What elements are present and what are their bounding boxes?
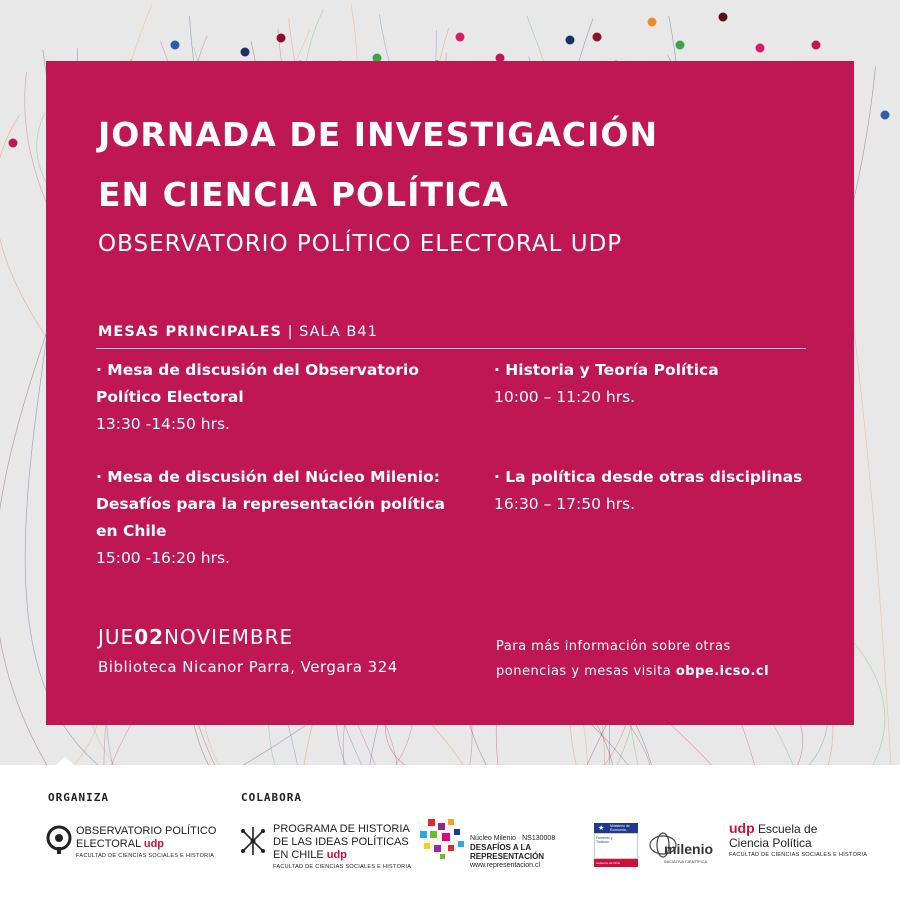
mesa-time: 13:30 -14:50 hrs.	[96, 415, 230, 433]
info-url-link[interactable]: obpe.icso.cl	[675, 664, 770, 679]
network-dot	[566, 36, 575, 45]
escuela-faculty: FACULTAD DE CIENCIAS SOCIALES E HISTORIA	[729, 852, 868, 858]
observatorio-line-2-text: ELECTORAL	[76, 838, 144, 850]
event-subtitle: OBSERVATORIO POLÍTICO ELECTORAL UDP	[98, 231, 623, 257]
more-info-prefix: ponencias y mesas visita	[496, 664, 676, 679]
ministerio-text	[610, 824, 638, 832]
observatorio-udp: udp	[143, 838, 165, 850]
mesa-item	[494, 464, 802, 518]
event-title-line-1: JORNADA DE INVESTIGACIÓN	[98, 115, 659, 154]
ministerio-line-4: Turismo	[596, 840, 609, 844]
network-arrows-icon	[239, 825, 267, 857]
network-dot	[277, 34, 286, 43]
observatorio-faculty: FACULTAD DE CIENCIAS SOCIALES E HISTORIA	[76, 853, 215, 859]
ministerio-text-2	[596, 836, 636, 844]
ministerio-economia-logo[interactable]	[594, 823, 638, 867]
footer	[0, 765, 900, 900]
mesa-item	[96, 357, 419, 438]
event-title	[98, 105, 658, 225]
escuela-line-1-text: Escuela de	[754, 822, 818, 836]
network-dot	[756, 44, 765, 53]
network-dot	[9, 139, 18, 148]
more-info-line-2	[496, 659, 816, 684]
mesas-header-label: MESAS PRINCIPALES	[98, 324, 282, 340]
mesa-item	[494, 357, 719, 411]
colabora-label: COLABORA	[241, 791, 302, 804]
escuela-line-2: Ciencia Política	[729, 836, 812, 850]
gobierno-text: Gobierno de Chile	[596, 861, 621, 865]
network-dot	[648, 18, 657, 27]
network-dot	[241, 48, 250, 57]
event-venue: Biblioteca Nicanor Parra, Vergara 324	[98, 658, 398, 676]
mesa-name-line: · Mesa de discusión del Observatorio	[96, 361, 419, 379]
nucleo-line-1: Núcleo Milenio · NS130008	[470, 835, 556, 842]
programa-line-3	[273, 849, 413, 862]
programa-faculty: FACULTAD DE CIENCIAS SOCIALES E HISTORIA	[273, 864, 412, 870]
mesas-divider	[96, 348, 806, 349]
programa-line-3-text: EN CHILE	[273, 849, 327, 861]
ministerio-line-1: Ministerio de	[610, 824, 630, 828]
nucleo-line-3: www.representacion.cl	[470, 862, 541, 869]
observatorio-emblem-icon	[46, 825, 72, 855]
escuela-line-1	[729, 821, 869, 836]
date-number: 02	[134, 625, 165, 649]
nucleo-line-2: DESAFÍOS A LA REPRESENTACIÓN	[470, 843, 545, 861]
date-month: NOVIEMBRE	[164, 625, 294, 649]
more-info	[496, 634, 816, 684]
mesa-time: 15:00 -16:20 hrs.	[96, 549, 230, 567]
network-dot	[676, 41, 685, 50]
ministerio-line-2: Economía,	[610, 828, 627, 832]
mesa-name-line: · Mesa de discusión del Núcleo Milenio:	[96, 468, 440, 486]
event-title-line-2: EN CIENCIA POLÍTICA	[98, 175, 509, 214]
mesa-item	[96, 464, 445, 572]
network-dot	[171, 41, 180, 50]
mesa-time: 16:30 – 17:50 hrs.	[494, 495, 636, 513]
mesas-header-room: SALA B41	[299, 324, 378, 340]
ministerio-line-3: Fomento y	[596, 836, 613, 840]
milenio-logo[interactable]	[648, 831, 712, 867]
network-dot	[719, 13, 728, 22]
mesa-name-line: Político Electoral	[96, 388, 244, 406]
footer-notch	[55, 757, 75, 766]
escuela-ciencia-politica-logo[interactable]	[729, 821, 869, 858]
network-dot	[881, 111, 890, 120]
event-date	[98, 625, 293, 649]
organiza-label: ORGANIZA	[48, 791, 109, 804]
mesa-name-line: · Historia y Teoría Política	[494, 361, 719, 379]
observatorio-line-2	[76, 838, 236, 851]
mesa-name-line: Desafíos para la representación política	[96, 495, 445, 513]
escuela-udp: udp	[729, 820, 755, 836]
mesas-header-separator: |	[281, 324, 300, 340]
observatorio-line-1: OBSERVATORIO POLÍTICO	[76, 825, 217, 837]
programa-line-2: DE LAS IDEAS POLÍTICAS	[273, 836, 409, 848]
date-day: JUE	[98, 625, 135, 649]
network-dot	[456, 33, 465, 42]
colored-squares-icon	[418, 817, 468, 861]
star-icon: ★	[598, 825, 605, 832]
event-card	[46, 61, 854, 725]
network-dot	[812, 41, 821, 50]
programa-line-1: PROGRAMA DE HISTORIA	[273, 823, 410, 835]
more-info-line-1: Para más información sobre otras	[496, 639, 731, 654]
milenio-tagline: INICIATIVA CIENTÍFICA	[664, 859, 708, 864]
mesa-name-line: en Chile	[96, 522, 167, 540]
milenio-word: milenio	[664, 841, 714, 857]
mesa-time: 10:00 – 11:20 hrs.	[494, 388, 636, 406]
network-dot	[593, 33, 602, 42]
programa-udp: udp	[326, 849, 347, 861]
mesas-header	[98, 324, 378, 340]
mesa-name-line: · La política desde otras disciplinas	[494, 468, 803, 486]
